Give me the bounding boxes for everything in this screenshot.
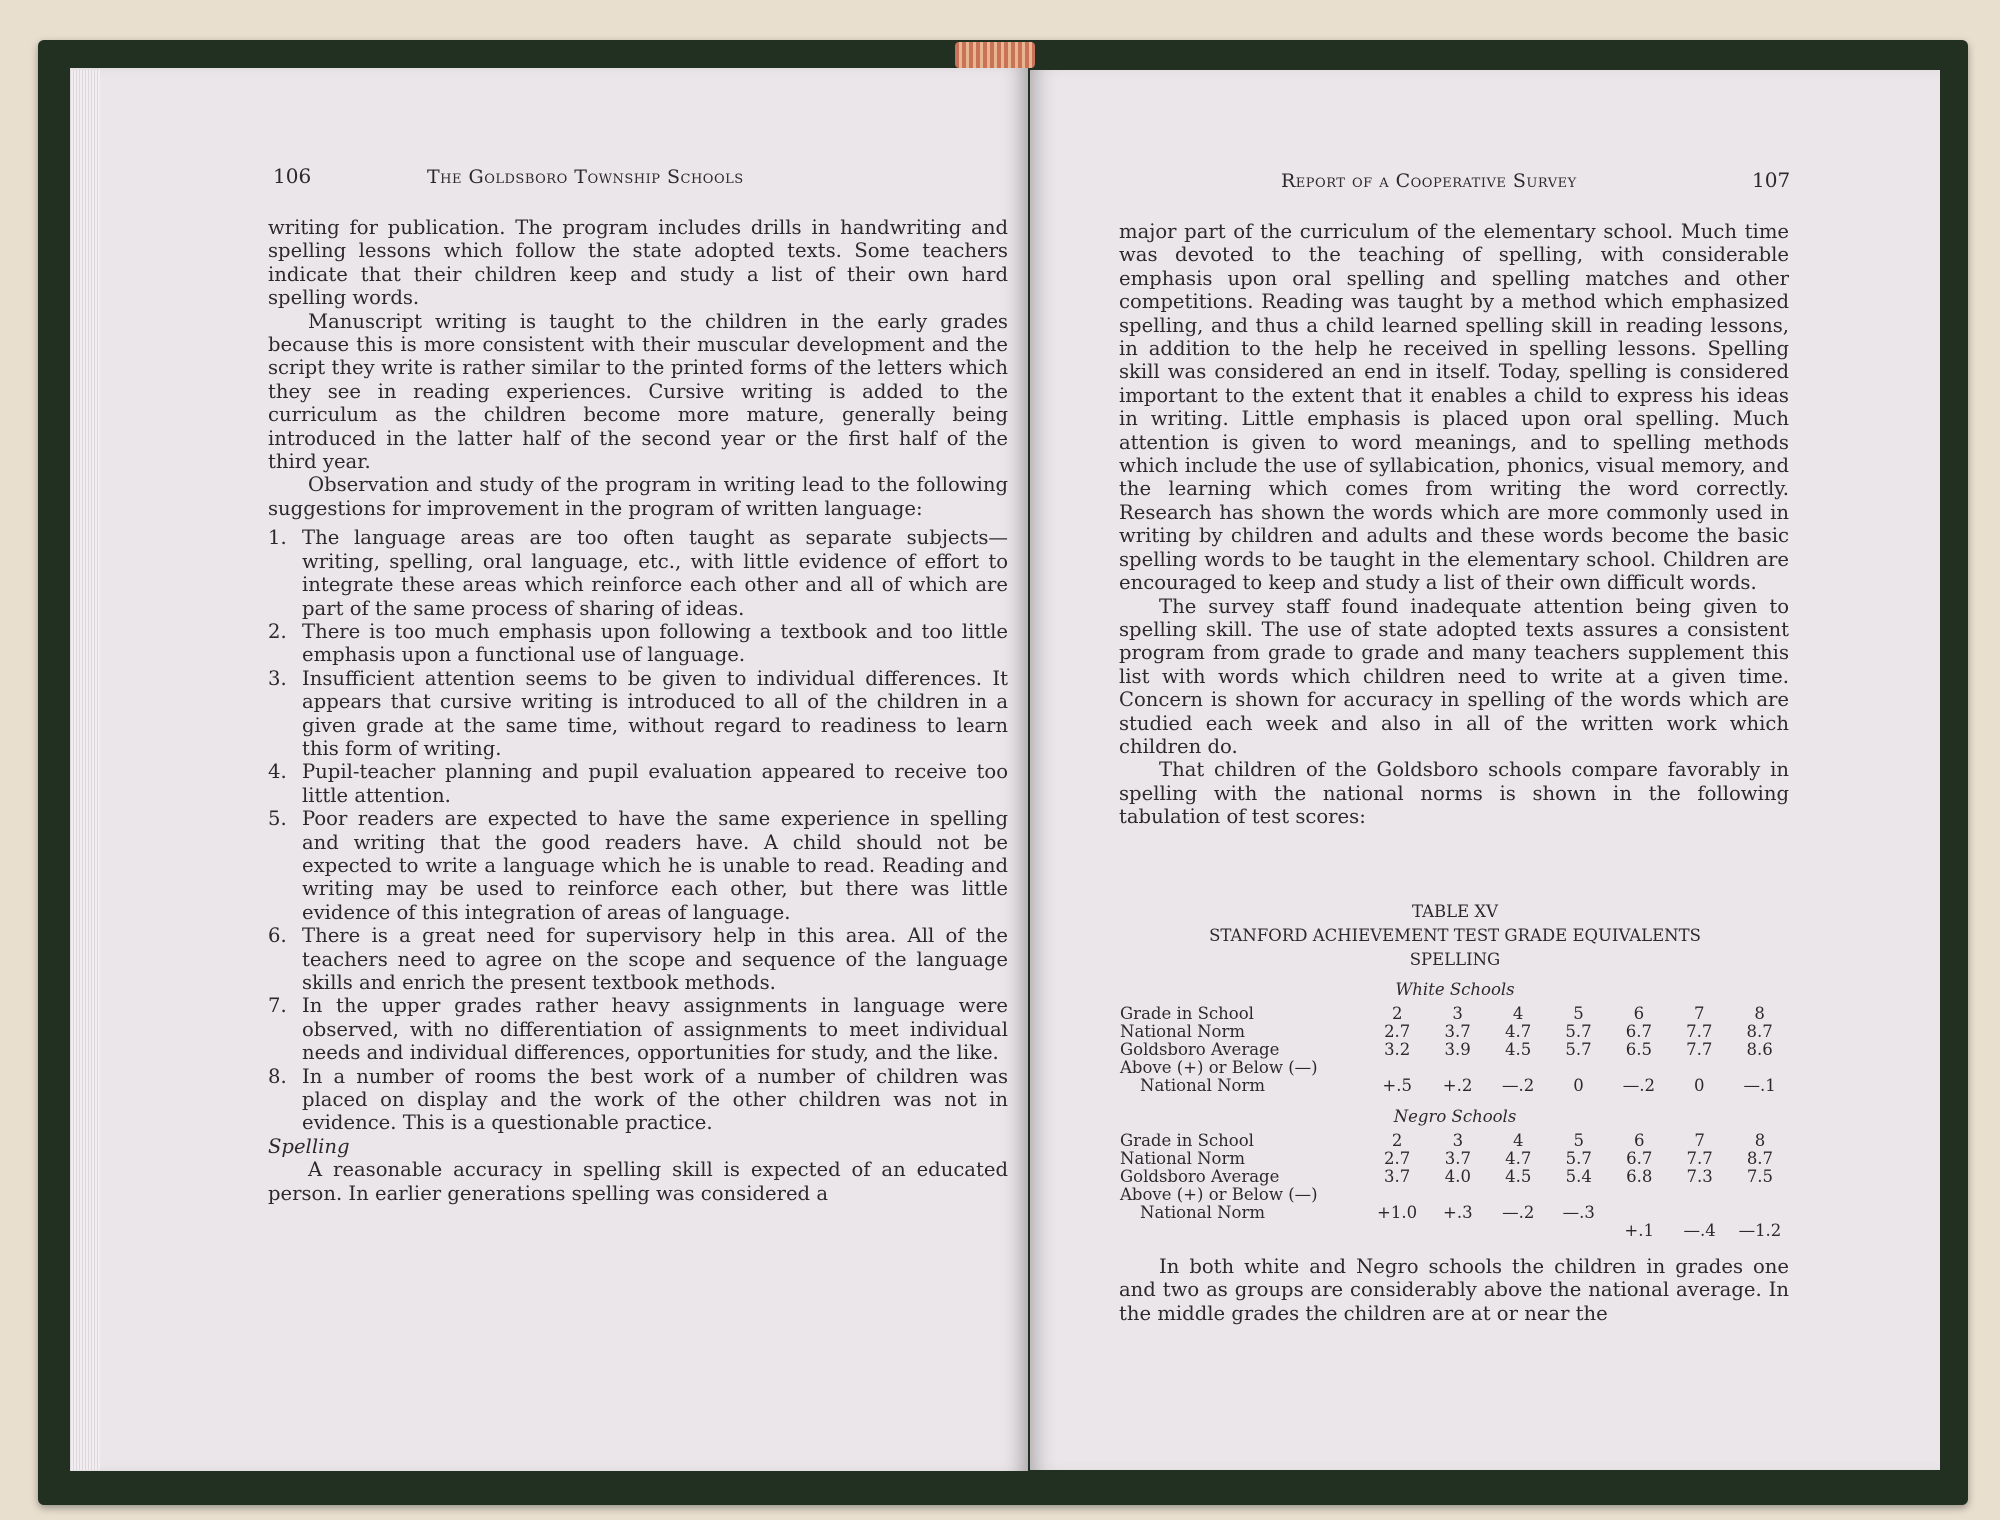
table-row: Goldsboro Average 3.7 4.0 4.5 5.4 6.8 7.3 7.5 bbox=[1120, 1167, 1774, 1186]
page-edges bbox=[70, 70, 100, 1470]
table-row: Above (+) or Below (—) bbox=[1120, 1185, 1318, 1204]
left-page-body bbox=[268, 216, 1008, 1205]
paragraph: A reasonable accuracy in spelling skill is expected of an educated person. In earlier generations spelling was considered a bbox=[268, 1158, 1008, 1205]
table-row: Grade in School 2 3 4 5 6 7 8 bbox=[1120, 1004, 1765, 1023]
list-item: 6. There is a great need for supervisory help in this area. All of the teachers need to agree on the scope and sequence of the language skills and enrich the present textbook methods. bbox=[268, 924, 1008, 994]
table-row: National Norm +.5 +.2 —.2 0 —.2 0 —.1 bbox=[1140, 1076, 1776, 1095]
list-item: 5. Poor readers are expected to have the same experience in spelling and writing that the good readers have. A child should not be expected to write a language which he is unable to read. Reading and writing may be used to reinforce each other, but there was little evidence of this integration of areas of language. bbox=[268, 807, 1008, 924]
table-row: Above (+) or Below (—) bbox=[1120, 1058, 1318, 1077]
table-title: STANFORD ACHIEVEMENT TEST GRADE EQUIVALENTS bbox=[1209, 926, 1701, 945]
left-page-number: 106 bbox=[273, 164, 312, 188]
table-subtitle: SPELLING bbox=[1409, 950, 1501, 969]
white-schools-heading: White Schools bbox=[1395, 980, 1515, 999]
paragraph: writing for publication. The program includes drills in handwriting and spelling lessons which follow the state adopted texts. Some teachers indicate that their children keep and study a list of their own hard spelling words. bbox=[268, 216, 1008, 310]
paragraph: Manuscript writing is taught to the children in the early grades because this is more consistent with their muscular development and the script they write is rather similar to the printed forms of the letters which they see in reading experiences. Cursive writing is added to the curriculum as the children become more mature, generally being introduced in the latter half of the second year or the first half of the third year. bbox=[268, 309, 1008, 474]
section-heading: Spelling bbox=[268, 1134, 350, 1158]
right-page-number: 107 bbox=[1752, 168, 1791, 192]
list-item: 4. Pupil-teacher planning and pupil evaluation appeared to receive too little attention. bbox=[268, 760, 1008, 807]
table-row: National Norm +1.0 +.3 —.2 —.3 bbox=[1140, 1203, 1595, 1222]
paragraph: The survey staff found inadequate attention being given to spelling skill. The use of state adopted texts assures a consistent program from grade to grade and many teachers supplement this list with words which children need to write at a given time. Concern is shown for accuracy in spelling of the words which are studied each week and also in all of the written work which children do. bbox=[1119, 594, 1789, 758]
right-page-closing bbox=[1119, 1255, 1789, 1325]
list-item: 8. In a number of rooms the best work of a number of children was placed on display and the work of the other children was not in evidence. This is a questionable practice. bbox=[268, 1064, 1008, 1135]
table-row: Grade in School 2 3 4 5 6 7 8 bbox=[1120, 1131, 1766, 1150]
list-item: 3. Insufficient attention seems to be given to individual differences. It appears that cursive writing is introduced to all of the children in a given grade at the same time, without regard to readiness to learn this form of writing. bbox=[268, 666, 1008, 760]
left-page bbox=[70, 68, 1028, 1471]
table-row: National Norm 2.7 3.7 4.7 5.7 6.7 7.7 8.7 bbox=[1120, 1022, 1773, 1041]
table-row: +.1 —.4 —1.2 bbox=[1624, 1221, 1782, 1240]
list-item: 1. The language areas are too often taught as separate subjects—writing, spelling, oral language, etc., with little evidence of effort to integrate these areas which reinforce each other and all of which are part of the same process of sharing of ideas. bbox=[268, 526, 1008, 620]
right-page-body bbox=[1119, 220, 1789, 829]
list-item: 2. There is too much emphasis upon following a textbook and too little emphasis upon a functional use of language. bbox=[268, 619, 1008, 667]
negro-schools-heading: Negro Schools bbox=[1393, 1107, 1517, 1126]
negro-schools-table bbox=[1120, 1132, 1790, 1240]
paragraph: Observation and study of the program in writing lead to the following suggestions for improvement in the program of written language: bbox=[268, 473, 1008, 520]
book-headband bbox=[955, 42, 1035, 68]
table-row: National Norm 2.7 3.7 4.7 5.7 6.7 7.7 8.7 bbox=[1120, 1149, 1774, 1168]
list-item: 7. In the upper grades rather heavy assignments in language were observed, with no differentiation of assignments to meet individual needs and individual differences, opportunities for study, and the like. bbox=[268, 994, 1008, 1065]
paragraph: That children of the Goldsboro schools compare favorably in spelling with the national norms is shown in the following tabulation of test scores: bbox=[1119, 758, 1789, 829]
table-number: TABLE XV bbox=[1411, 902, 1499, 921]
left-running-head: The Goldsboro Township Schools bbox=[427, 166, 744, 188]
suggestions-list bbox=[268, 526, 1008, 1135]
spelling-table bbox=[1120, 900, 1790, 1240]
right-page bbox=[1030, 70, 1940, 1470]
white-schools-table bbox=[1120, 1005, 1790, 1095]
paragraph: major part of the curriculum of the elementary school. Much time was devoted to the teaching of spelling, with considerable emphasis upon oral spelling and spelling matches and other competitions. Reading was taught by a method which emphasized spelling, and thus a child learned spelling skill in reading lessons, in addition to the help he received in spelling lessons. Spelling skill was considered an end in itself. Today, spelling is considered important to the extent that it enables a child to express his ideas in writing. Little emphasis is placed upon oral spelling. Much attention is given to word meanings, and to spelling methods which include the use of syllabication, phonics, visual memory, and the learning which comes from writing the word correctly. Research has shown the words which are more commonly used in writing by children and adults and these words become the basic spelling words to be taught in the elementary school. Children are encouraged to keep and study a list of their own difficult words. bbox=[1119, 220, 1789, 595]
paragraph: In both white and Negro schools the children in grades one and two as groups are considerably above the national average. In the middle grades the children are at or near the bbox=[1119, 1255, 1789, 1325]
table-row: Goldsboro Average 3.2 3.9 4.5 5.7 6.5 7.7 8.6 bbox=[1120, 1040, 1773, 1059]
right-running-head: Report of a Cooperative Survey bbox=[1281, 170, 1577, 192]
